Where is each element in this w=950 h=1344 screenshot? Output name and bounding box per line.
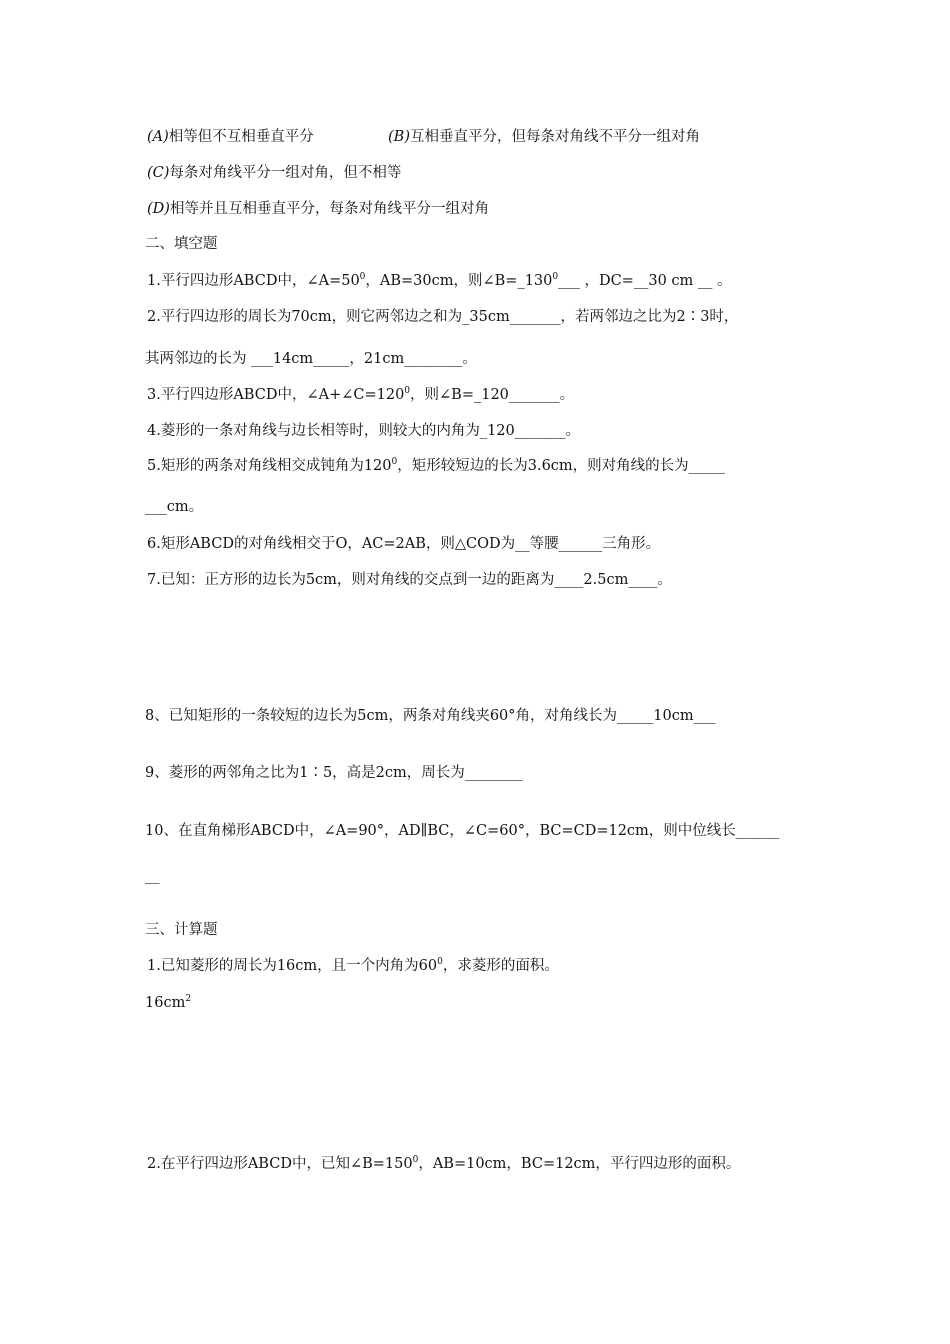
fill-q5-post: ，矩形较短边的长为3.6cm，则对角线的长为_____ [397, 458, 725, 474]
fill-q8: 8、已知矩形的一条较短的边长为5cm，两条对角线夹60°角，对角线长为_____10cm___ [145, 708, 716, 724]
fill-q10-line1: 10、在直角梯形ABCD中，∠A=90°，AD∥BC，∠C=60°，BC=CD=12cm，则中位线长______ [145, 823, 780, 839]
choice-b-letter: (B) [388, 129, 410, 145]
calc-q1-post: ，求菱形的面积。 [442, 958, 559, 974]
fill-q1 [147, 271, 732, 291]
choice-b-text: 互相垂直平分，但每条对角线不平分一组对角 [409, 129, 700, 145]
fill-q1-sup1: 0 [359, 272, 366, 282]
choice-d-text: 相等并且互相垂直平分，每条对角线平分一组对角 [169, 201, 489, 217]
calc-q2-sup: 0 [412, 1155, 419, 1165]
fill-q1-post: ，AB=30cm，则∠B=_130 [365, 273, 553, 289]
choice-a-text: 相等但不互相垂直平分 [168, 129, 314, 145]
calc-q1-pre: 1.已知菱形的周长为16cm，且一个内角为60 [147, 958, 438, 974]
fill-q1-pre: 1.平行四边形ABCD中，∠A=50 [147, 273, 360, 289]
calc-q2 [147, 1154, 740, 1174]
fill-q3 [147, 385, 574, 405]
calc-q2-post: ，AB=10cm，BC=12cm，平行四边形的面积。 [418, 1156, 741, 1172]
choice-a [147, 127, 314, 147]
calc-q1 [147, 956, 559, 976]
fill-q5-line1 [147, 456, 725, 476]
fill-q9: 9、菱形的两邻角之比为1∶5，高是2cm，周长为________ [145, 765, 523, 781]
fill-q5-line2: ___cm。 [145, 499, 204, 515]
fill-q2-line2: 其两邻边的长为 ___14cm_____，21cm________。 [145, 351, 477, 367]
section-calc-heading: 三、计算题 [145, 922, 218, 938]
section-fill-blank-heading: 二、填空题 [145, 236, 218, 252]
choice-d-letter: (D) [147, 201, 170, 217]
fill-q3-sup: 0 [404, 386, 411, 396]
choice-d [147, 199, 489, 219]
calc-q2-pre: 2.在平行四边形ABCD中，已知∠B=150 [147, 1156, 413, 1172]
fill-q3-post: ，则∠B=_120_______。 [410, 387, 575, 403]
fill-q2-line1: 2.平行四边形的周长为70cm，则它两邻边之和为_35cm_______，若两邻边之比为2∶3时， [147, 309, 739, 325]
fill-q6: 6.矩形ABCD的对角线相交于O，AC=2AB，则△COD为__等腰______三角形。 [147, 536, 661, 552]
choice-c [147, 163, 401, 183]
choice-b [388, 127, 700, 147]
calc-q1-sup: 0 [437, 957, 443, 967]
fill-q1-tail: ___ ，DC=__30 cm __ 。 [558, 273, 732, 289]
fill-q5-pre: 5.矩形的两条对角线相交成钝角为120 [147, 458, 392, 474]
fill-q1-sup2: 0 [552, 272, 559, 282]
calc-a1-sup: 2 [185, 994, 192, 1004]
fill-q5-sup: 0 [391, 457, 398, 467]
fill-q3-pre: 3.平行四边形ABCD中，∠A+∠C=120 [147, 387, 405, 403]
choice-c-text: 每条对角线平分一组对角，但不相等 [169, 165, 402, 181]
fill-q7: 7.已知：正方形的边长为5cm，则对角线的交点到一边的距离为____2.5cm____。 [147, 572, 672, 588]
choice-a-letter: (A) [147, 129, 169, 145]
calc-a1-value: 16cm [145, 995, 186, 1011]
choice-c-letter: (C) [147, 165, 170, 181]
fill-q4: 4.菱形的一条对角线与边长相等时，则较大的内角为_120_______。 [147, 423, 581, 439]
fill-q10-line2: __ [145, 868, 160, 884]
calc-a1 [145, 993, 191, 1013]
